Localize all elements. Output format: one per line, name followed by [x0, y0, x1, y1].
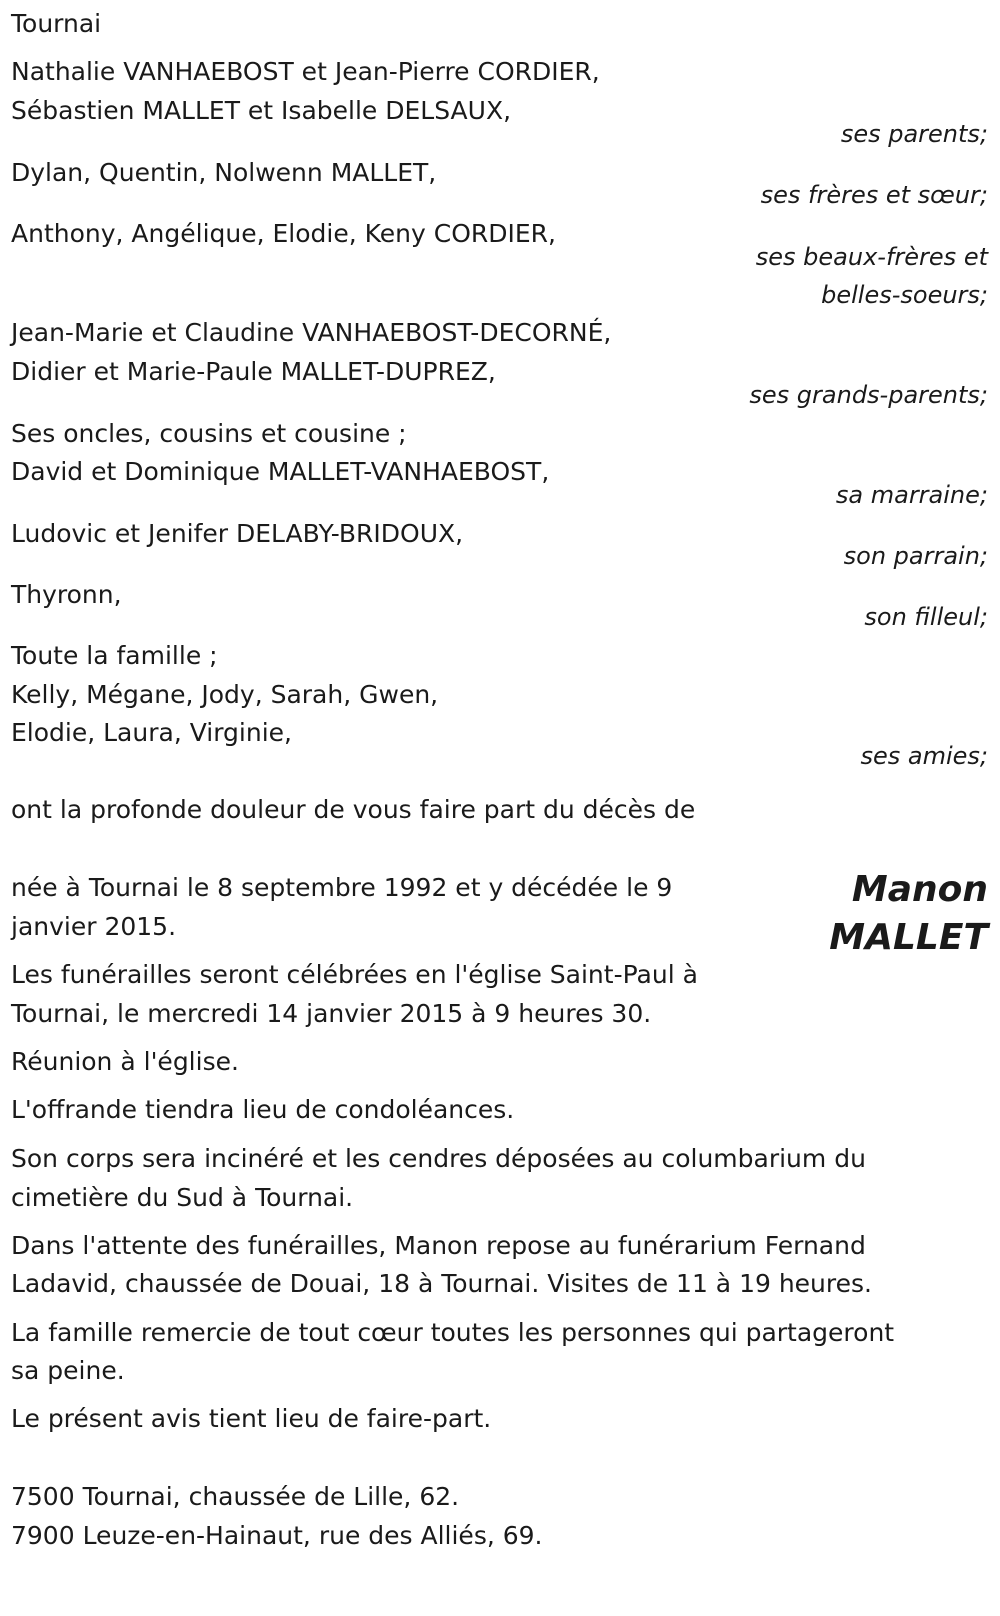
- relation-label: ses beaux-frères et: [755, 243, 988, 271]
- cremation-paragraph: cimetière du Sud à Tournai.: [11, 1183, 354, 1212]
- family-line: Toute la famille ;: [11, 641, 218, 670]
- thanks-paragraph: sa peine.: [11, 1356, 125, 1385]
- family-line: Thyronn,: [11, 580, 122, 609]
- address-line: 7900 Leuze-en-Hainaut, rue des Alliés, 69.: [11, 1521, 543, 1550]
- relation-label: ses grands-parents;: [749, 381, 988, 409]
- announcement-text: ont la profonde douleur de vous faire part du décès de: [11, 795, 696, 824]
- address-line: 7500 Tournai, chaussée de Lille, 62.: [11, 1482, 460, 1511]
- relation-label: ses amies;: [860, 742, 988, 770]
- relation-label: son parrain;: [843, 542, 988, 570]
- funeral-paragraph: Les funérailles seront célébrées en l'église Saint-Paul à: [11, 960, 698, 989]
- relation-label: ses parents;: [840, 120, 988, 148]
- family-line: Elodie, Laura, Virginie,: [11, 718, 292, 747]
- family-line: Dylan, Quentin, Nolwenn MALLET,: [11, 158, 437, 187]
- deceased-first-name: Manon: [851, 869, 988, 910]
- thanks-paragraph: La famille remercie de tout cœur toutes les personnes qui partageront: [11, 1318, 895, 1347]
- family-line: Ludovic et Jenifer DELABY-BRIDOUX,: [11, 519, 464, 548]
- deceased-last-name: MALLET: [829, 917, 988, 958]
- family-line: Nathalie VANHAEBOST et Jean-Pierre CORDIER,: [11, 57, 600, 86]
- family-line: Ses oncles, cousins et cousine ;: [11, 419, 407, 448]
- cremation-paragraph: Son corps sera incinéré et les cendres déposées au columbarium du: [11, 1144, 866, 1173]
- funerarium-paragraph: Ladavid, chaussée de Douai, 18 à Tournai. Visites de 11 à 19 heures.: [11, 1269, 872, 1298]
- relation-label: ses frères et sœur;: [760, 181, 988, 209]
- relation-label: son filleul;: [864, 603, 988, 631]
- funerarium-paragraph: Dans l'attente des funérailles, Manon repose au funérarium Fernand: [11, 1231, 866, 1260]
- family-line: Jean-Marie et Claudine VANHAEBOST-DECORNÉ,: [11, 318, 612, 347]
- family-line: Kelly, Mégane, Jody, Sarah, Gwen,: [11, 680, 439, 709]
- relation-label: sa marraine;: [835, 481, 988, 509]
- offering-paragraph: L'offrande tiendra lieu de condoléances.: [11, 1095, 515, 1124]
- birth-death-line: janvier 2015.: [11, 912, 177, 941]
- family-line: Sébastien MALLET et Isabelle DELSAUX,: [11, 96, 512, 125]
- notice-paragraph: Le présent avis tient lieu de faire-part.: [11, 1404, 492, 1433]
- family-line: David et Dominique MALLET-VANHAEBOST,: [11, 457, 550, 486]
- relation-label: belles-soeurs;: [821, 281, 988, 309]
- meeting-paragraph: Réunion à l'église.: [11, 1047, 239, 1076]
- funeral-paragraph: Tournai, le mercredi 14 janvier 2015 à 9 heures 30.: [11, 999, 652, 1028]
- birth-death-line: née à Tournai le 8 septembre 1992 et y décédée le 9: [11, 873, 673, 902]
- family-line: Didier et Marie-Paule MALLET-DUPREZ,: [11, 357, 496, 386]
- city-heading: Tournai: [11, 9, 102, 38]
- family-line: Anthony, Angélique, Elodie, Keny CORDIER,: [11, 219, 556, 248]
